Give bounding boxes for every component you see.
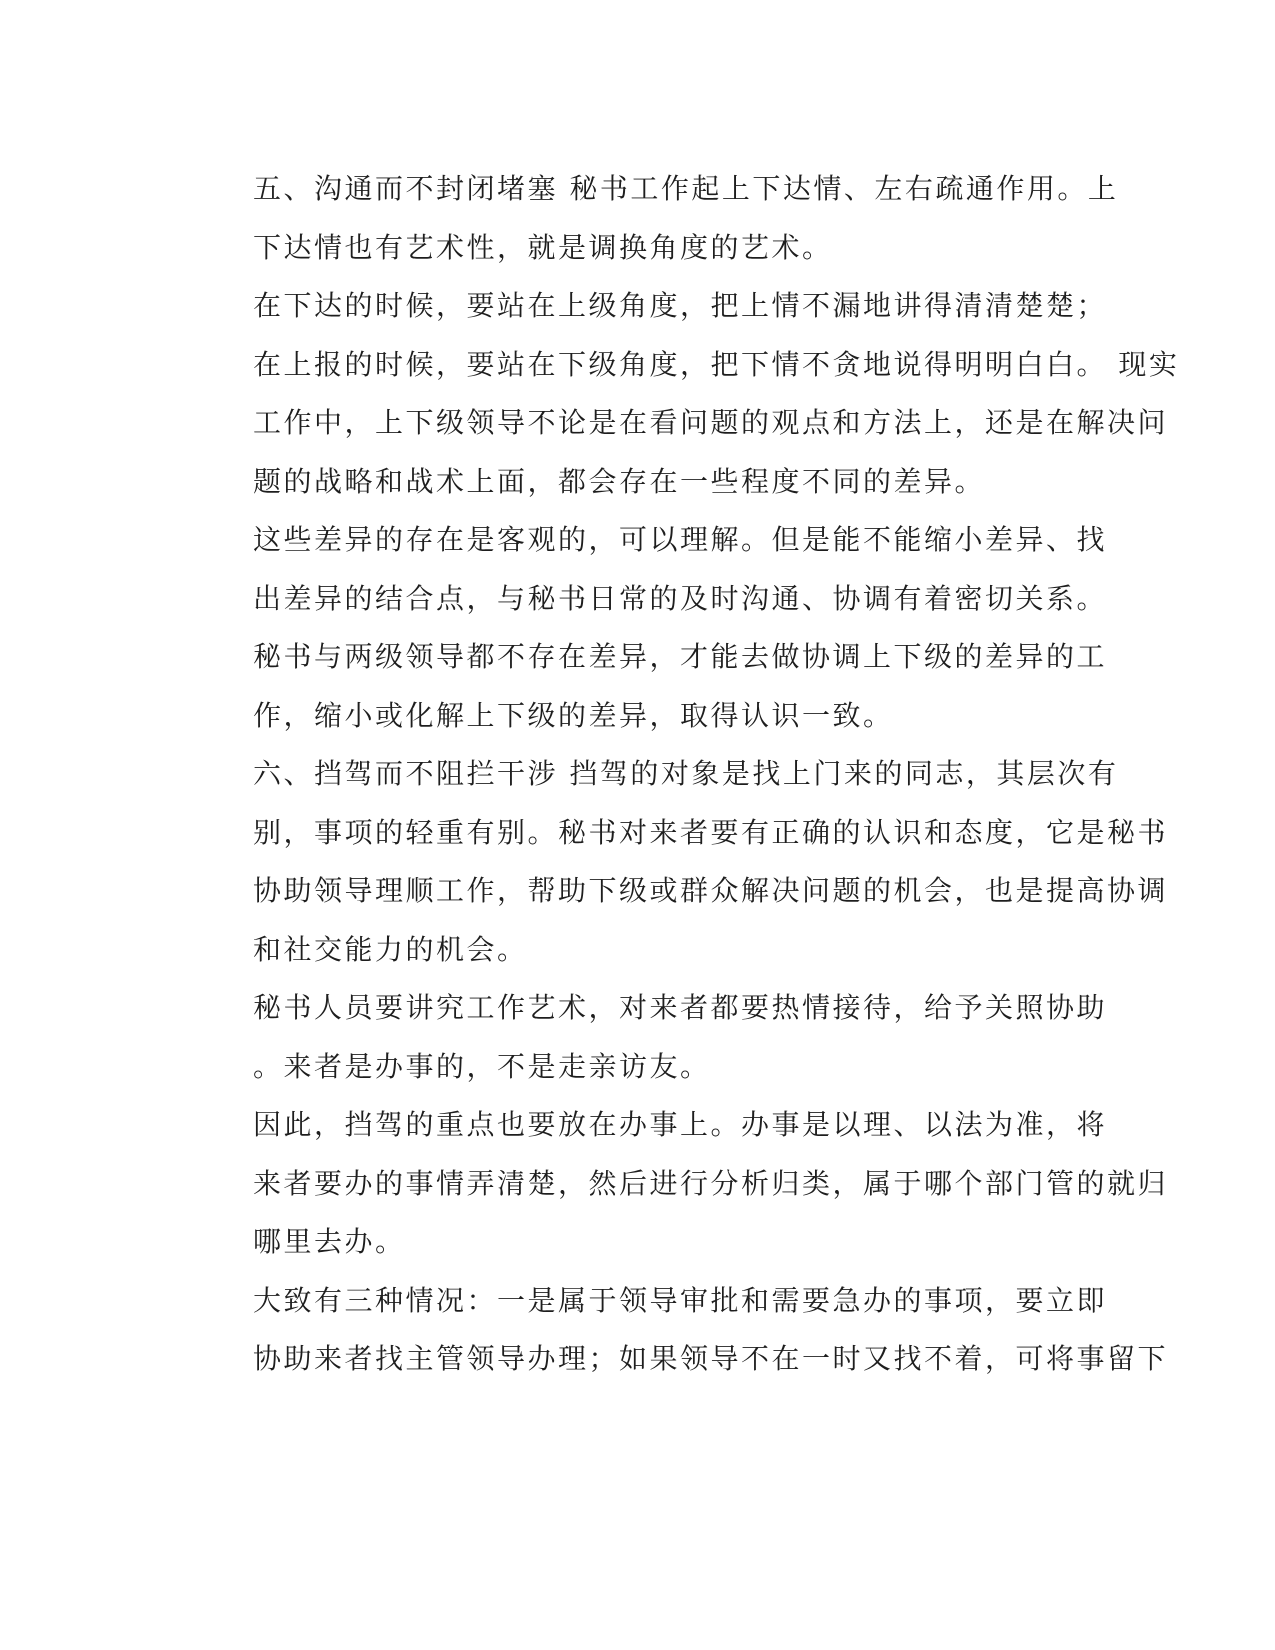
text-line: 六、挡驾而不阻拦干涉 挡驾的对象是找上门来的同志，其层次有	[253, 757, 1119, 790]
text-line: 协助来者找主管领导办理；如果领导不在一时又找不着，可将事留下	[253, 1342, 1169, 1375]
text-line: 题的战略和战术上面，都会存在一些程度不同的差异。	[253, 464, 986, 498]
text-line: 哪里去办。	[253, 1225, 406, 1258]
paragraph-section-five-communication	[181, 160, 1119, 277]
text-line: 下达情也有艺术性，就是调换角度的艺术。	[253, 230, 833, 264]
text-line: 这些差异的存在是客观的，可以理解。但是能不能缩小差异、找	[253, 523, 1108, 556]
paragraph-three-situations	[181, 1272, 1169, 1389]
paragraph-coordination	[181, 628, 1108, 745]
text-line: 别，事项的轻重有别。秘书对来者要有正确的认识和态度，它是秘书	[253, 815, 1169, 849]
text-line: 。来者是办事的，不是走亲访友。	[253, 1049, 711, 1083]
text-line: 秘书与两级领导都不存在差异，才能去做协调上下级的差异的工	[253, 640, 1108, 673]
text-line: 和社交能力的机会。	[253, 932, 528, 966]
text-line: 来者要办的事情弄清楚，然后进行分析归类，属于哪个部门管的就归	[253, 1166, 1169, 1200]
text-line: 协助领导理顺工作，帮助下级或群众解决问题的机会，也是提高协调	[253, 874, 1169, 907]
text-line: 因此，挡驾的重点也要放在办事上。办事是以理、以法为准，将	[253, 1108, 1108, 1141]
text-line: 大致有三种情况：一是属于领导审批和需要急办的事项，要立即	[253, 1283, 1108, 1317]
text-line: 作，缩小或化解上下级的差异，取得认识一致。	[253, 698, 894, 732]
paragraph-reporting-perspective	[181, 277, 1180, 511]
text-line: 出差异的结合点，与秘书日常的及时沟通、协调有着密切关系。	[253, 581, 1108, 615]
text-line: 工作中，上下级领导不论是在看问题的观点和方法上，还是在解决问	[253, 406, 1169, 439]
paragraph-section-six-screening	[181, 745, 1169, 979]
paragraph-reception	[181, 979, 1108, 1096]
text-line: 秘书人员要讲究工作艺术，对来者都要热情接待，给予关照协助	[253, 991, 1108, 1024]
paragraph-differences	[181, 511, 1108, 628]
text-line: 在上报的时候，要站在下级角度，把下情不贪地说得明明白白。 现实	[253, 347, 1180, 381]
document-body	[181, 160, 1180, 1389]
paragraph-handling-matters	[181, 1096, 1169, 1272]
text-line: 五、沟通而不封闭堵塞 秘书工作起上下达情、左右疏通作用。上	[253, 172, 1119, 205]
text-line: 在下达的时候，要站在上级角度，把上情不漏地讲得清清楚楚；	[253, 289, 1108, 322]
